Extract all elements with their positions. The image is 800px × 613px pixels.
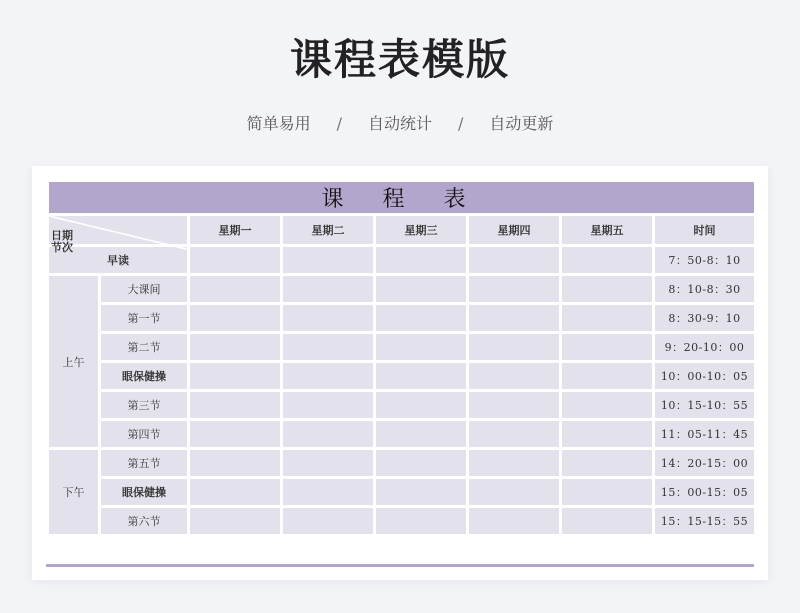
schedule-cell[interactable]	[189, 449, 282, 478]
schedule-cell[interactable]	[468, 304, 561, 333]
period-time: 10：15-10：55	[654, 391, 756, 420]
period-label: 第三节	[100, 391, 189, 420]
schedule-cell[interactable]	[375, 246, 468, 275]
schedule-cell[interactable]	[375, 304, 468, 333]
day-header-wednesday: 星期三	[375, 215, 468, 246]
schedule-cell[interactable]	[189, 246, 282, 275]
schedule-cell[interactable]	[375, 391, 468, 420]
schedule-cell[interactable]	[189, 304, 282, 333]
schedule-cell[interactable]	[282, 362, 375, 391]
corner-period-label: 节次	[51, 241, 73, 254]
schedule-cell[interactable]	[282, 333, 375, 362]
day-header-thursday: 星期四	[468, 215, 561, 246]
schedule-cell[interactable]	[375, 507, 468, 536]
period-time: 10：00-10：05	[654, 362, 756, 391]
schedule-cell[interactable]	[561, 478, 654, 507]
period-label: 早读	[48, 246, 189, 275]
separator: /	[336, 114, 342, 133]
schedule-cell[interactable]	[189, 391, 282, 420]
schedule-cell[interactable]	[561, 420, 654, 449]
schedule-cell[interactable]	[468, 333, 561, 362]
page-title: 课程表模版	[289, 35, 510, 84]
schedule-cell[interactable]	[189, 275, 282, 304]
bottom-border	[46, 564, 754, 567]
day-header-monday: 星期一	[189, 215, 282, 246]
schedule-cell[interactable]	[375, 275, 468, 304]
schedule-cell[interactable]	[561, 275, 654, 304]
period-label: 第六节	[100, 507, 189, 536]
schedule-cell[interactable]	[468, 449, 561, 478]
schedule-cell[interactable]	[561, 391, 654, 420]
schedule-cell[interactable]	[282, 304, 375, 333]
period-label: 第二节	[100, 333, 189, 362]
schedule-cell[interactable]	[561, 507, 654, 536]
session-label-morning: 上午	[48, 275, 100, 449]
timetable-sheet	[46, 179, 754, 568]
schedule-cell[interactable]	[282, 478, 375, 507]
time-header: 时间	[654, 215, 756, 246]
session-label-afternoon: 下午	[48, 449, 100, 536]
schedule-cell[interactable]	[375, 333, 468, 362]
period-time: 9：20-10：00	[654, 333, 756, 362]
day-header-friday: 星期五	[561, 215, 654, 246]
timetable-card	[32, 166, 768, 580]
schedule-cell[interactable]	[468, 362, 561, 391]
schedule-cell[interactable]	[189, 362, 282, 391]
schedule-cell[interactable]	[468, 420, 561, 449]
schedule-cell[interactable]	[189, 420, 282, 449]
period-time: 8：10-8：30	[654, 275, 756, 304]
schedule-cell[interactable]	[189, 478, 282, 507]
schedule-cell[interactable]	[375, 420, 468, 449]
schedule-cell[interactable]	[189, 333, 282, 362]
period-label: 第四节	[100, 420, 189, 449]
schedule-cell[interactable]	[561, 362, 654, 391]
period-time: 7：50-8：10	[654, 246, 756, 275]
schedule-cell[interactable]	[282, 507, 375, 536]
schedule-cell[interactable]	[468, 507, 561, 536]
period-time: 15：15-15：55	[654, 507, 756, 536]
schedule-cell[interactable]	[561, 304, 654, 333]
period-label: 大课间	[100, 275, 189, 304]
schedule-cell[interactable]	[282, 391, 375, 420]
schedule-cell[interactable]	[375, 478, 468, 507]
separator: /	[458, 114, 464, 133]
schedule-cell[interactable]	[561, 333, 654, 362]
schedule-cell[interactable]	[561, 449, 654, 478]
corner-header-cell	[48, 215, 189, 254]
schedule-cell[interactable]	[468, 391, 561, 420]
timetable-title: 课 程 表	[48, 181, 756, 215]
period-time: 15：00-15：05	[654, 478, 756, 507]
schedule-cell[interactable]	[189, 507, 282, 536]
schedule-cell[interactable]	[468, 478, 561, 507]
schedule-cell[interactable]	[561, 246, 654, 275]
timetable-grid	[46, 179, 757, 537]
period-time: 14：20-15：00	[654, 449, 756, 478]
schedule-cell[interactable]	[468, 275, 561, 304]
corner-date-label: 日期	[51, 229, 73, 242]
feature-auto-update: 自动更新	[489, 114, 554, 133]
schedule-cell[interactable]	[468, 246, 561, 275]
period-time: 8：30-9：10	[654, 304, 756, 333]
period-label: 眼保健操	[100, 478, 189, 507]
feature-auto-stats: 自动统计	[367, 114, 432, 133]
schedule-cell[interactable]	[282, 420, 375, 449]
schedule-cell[interactable]	[282, 246, 375, 275]
period-label: 第五节	[100, 449, 189, 478]
schedule-cell[interactable]	[375, 362, 468, 391]
period-label: 眼保健操	[100, 362, 189, 391]
schedule-cell[interactable]	[375, 449, 468, 478]
schedule-cell[interactable]	[282, 449, 375, 478]
feature-list	[0, 112, 800, 136]
feature-easy: 简单易用	[246, 114, 311, 133]
period-time: 11：05-11：45	[654, 420, 756, 449]
schedule-cell[interactable]	[282, 275, 375, 304]
period-label: 第一节	[100, 304, 189, 333]
day-header-tuesday: 星期二	[282, 215, 375, 246]
